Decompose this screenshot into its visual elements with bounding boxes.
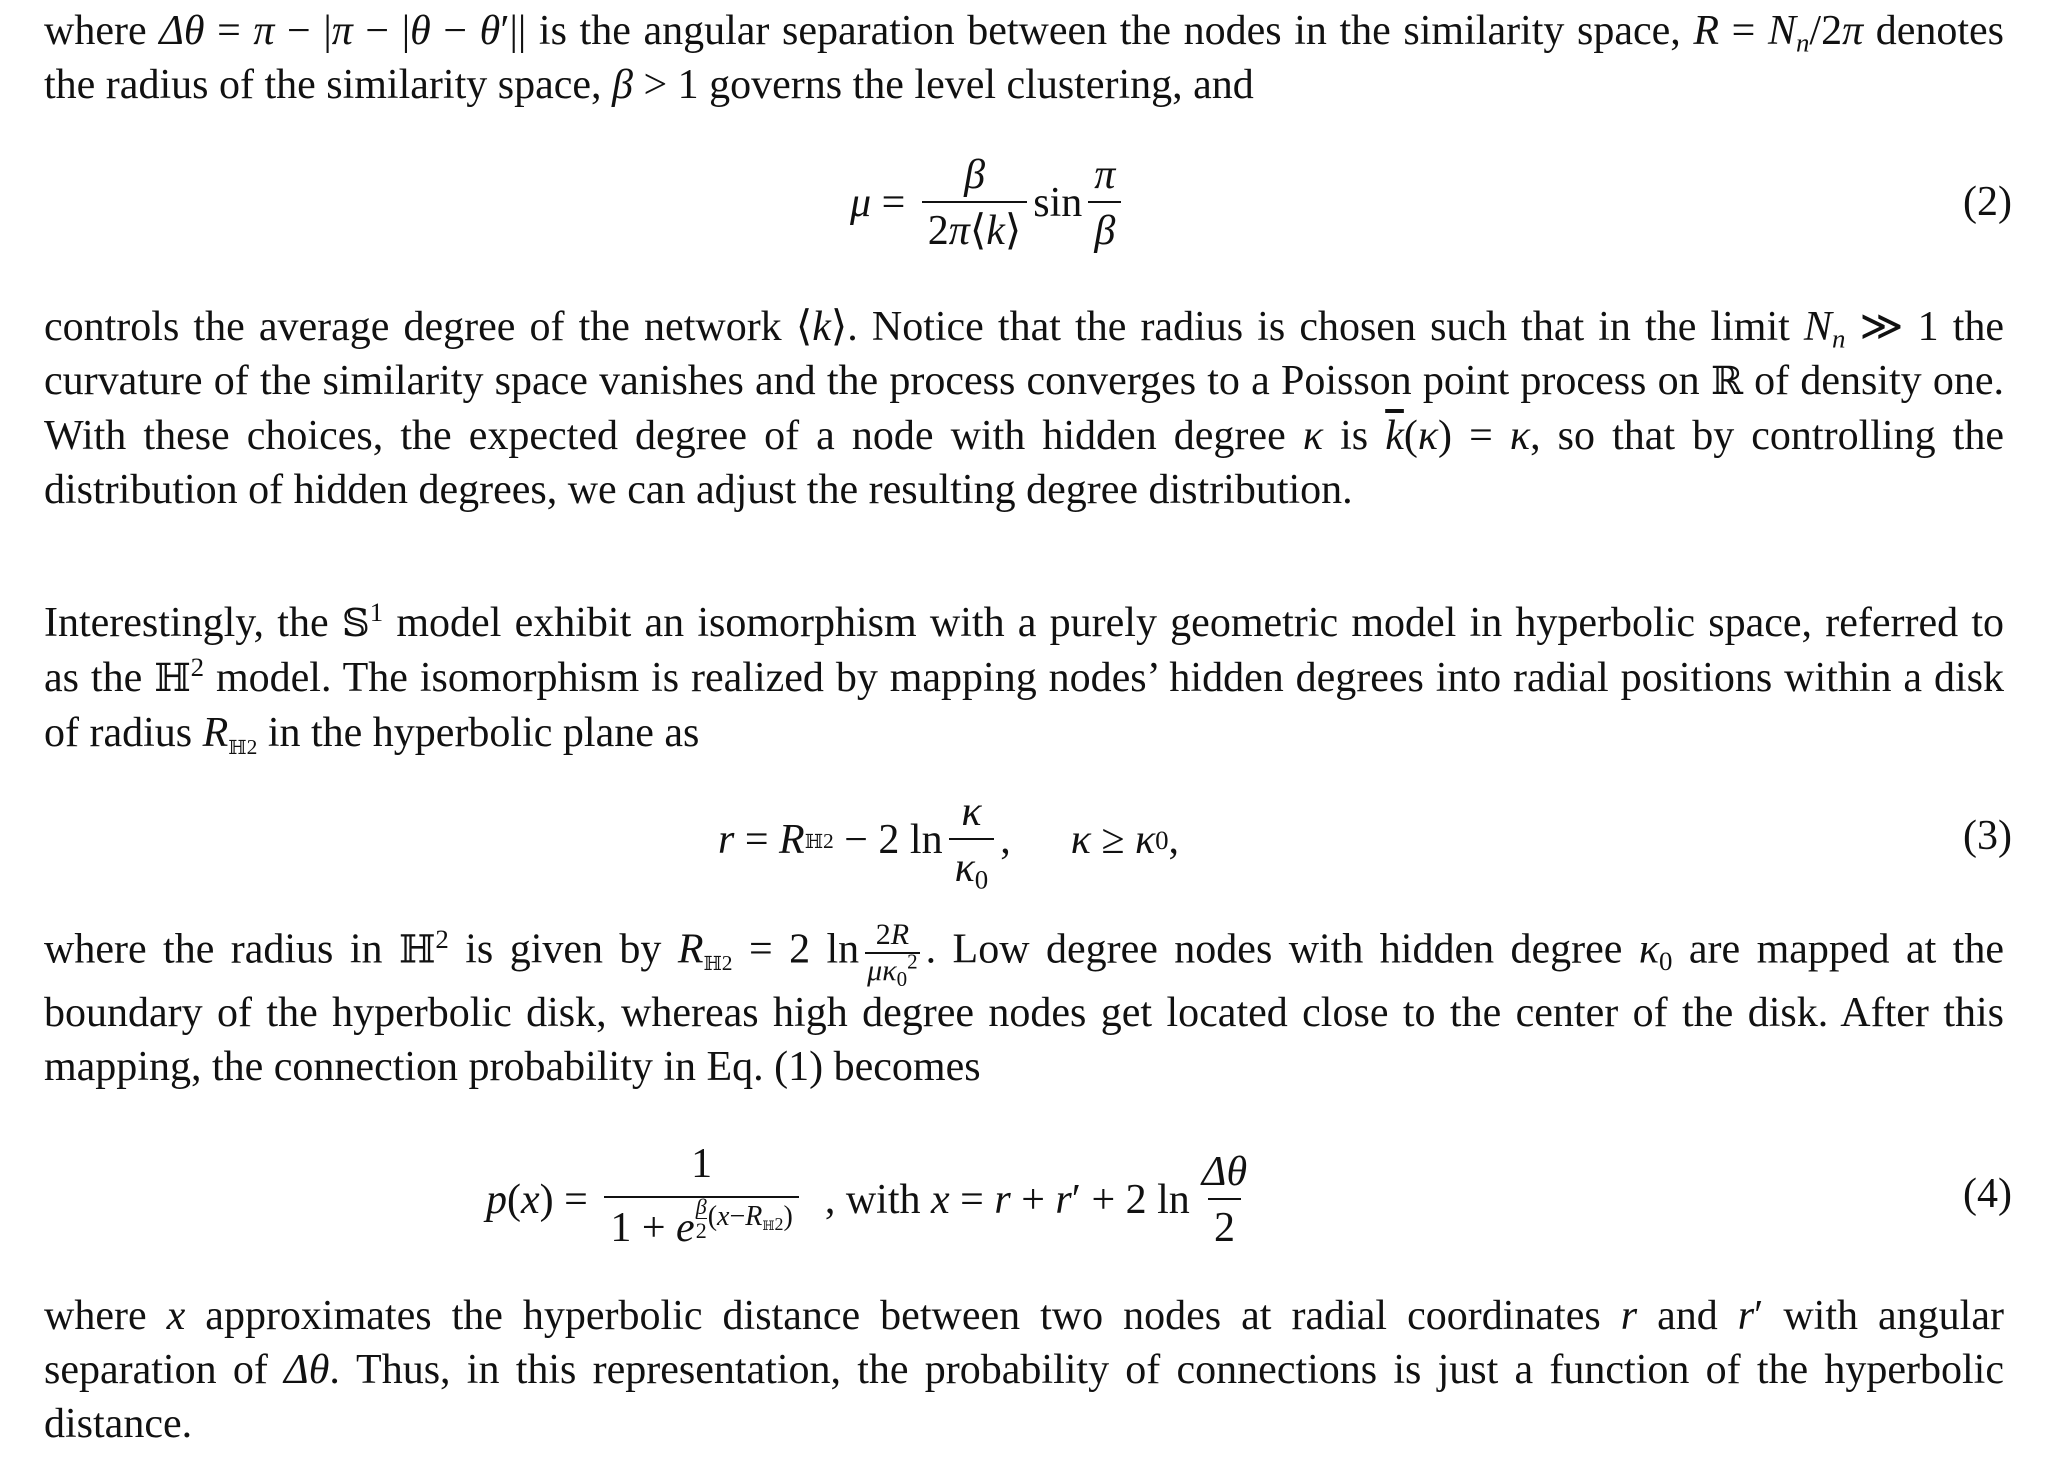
equation-3-number: (3): [1963, 813, 2012, 859]
equation-3: r = R ℍ2 − 2 ln $\frac{\kappa}{\kappa_0}$ , κ ≥ κ 0 , (3): [718, 788, 2012, 895]
equation-2-number: (2): [1963, 179, 2012, 225]
paragraph-hyperbolic-distance: where x approximates the hyperbolic distance between two nodes at radial coordinates r and r′ with angular separation of Δθ. Thus, in this representation, the probability of connections is just a function of the hyperbolic distance.: [44, 1293, 2004, 1447]
paragraph-angular-separation: where Δθ = π − |π − |θ − θ′|| is the angular separation between the nodes in the similarity space, $R = N_n/2\pi$ denotes the radius of the similarity space, β > 1 governs the level clustering, and: [44, 8, 2005, 108]
paragraph-radius-mapping: where the radius in ℍ$^2$ is given by $R_{ℍ2} = 2$ ln $\frac{2R}{\mu\kappa_0^2}$ . Low degree nodes with hidden degree $\kappa_0$ are mapped at the boundary of the hyperbolic disk, whereas high degree nodes get located close to the center of the disk. After this mapping, the connection probability in Eq. (1) becomes: [44, 918, 2004, 1090]
paragraph-isomorphism: Interestingly, the 𝕊$^1$ model exhibit an isomorphism with a purely geometric model in hyperbolic space, referred to as the ℍ$^2$ model. The isomorphism is realized by mapping nodes’ hidden degrees into radial positions within a disk of radius $R_{ℍ2}$ in the hyperbolic plane as: [44, 597, 2004, 759]
paragraph-average-degree: controls the average degree of the network ⟨k⟩. Notice that the radius is chosen such that in the limit $N_n$ ≫ 1 the curvature of the similarity space vanishes and the process converges to a Poisson point process on ℝ of density one. With these choices, the expected degree of a node with hidden degree κ is $\overline{k}(\kappa) = \kappa$, so that by controlling the distribution of hidden degrees, we can adjust the resulting degree distribution.: [44, 304, 2005, 513]
equation-4-number: (4): [1963, 1171, 2012, 1217]
equation-2: μ = $\frac{\beta}{2\pi⟨k⟩}$ sin $\frac{\pi}{\beta}$ (2): [850, 151, 2012, 254]
equation-4: p ( x ) = 1 1 + e $^{\frac{\beta}{2} (x-R_{ℍ2})}$ , with x = r + r ′ + 2 ln $\frac{\Delta\theta}{2}$ (4): [0, 1130, 2048, 1270]
